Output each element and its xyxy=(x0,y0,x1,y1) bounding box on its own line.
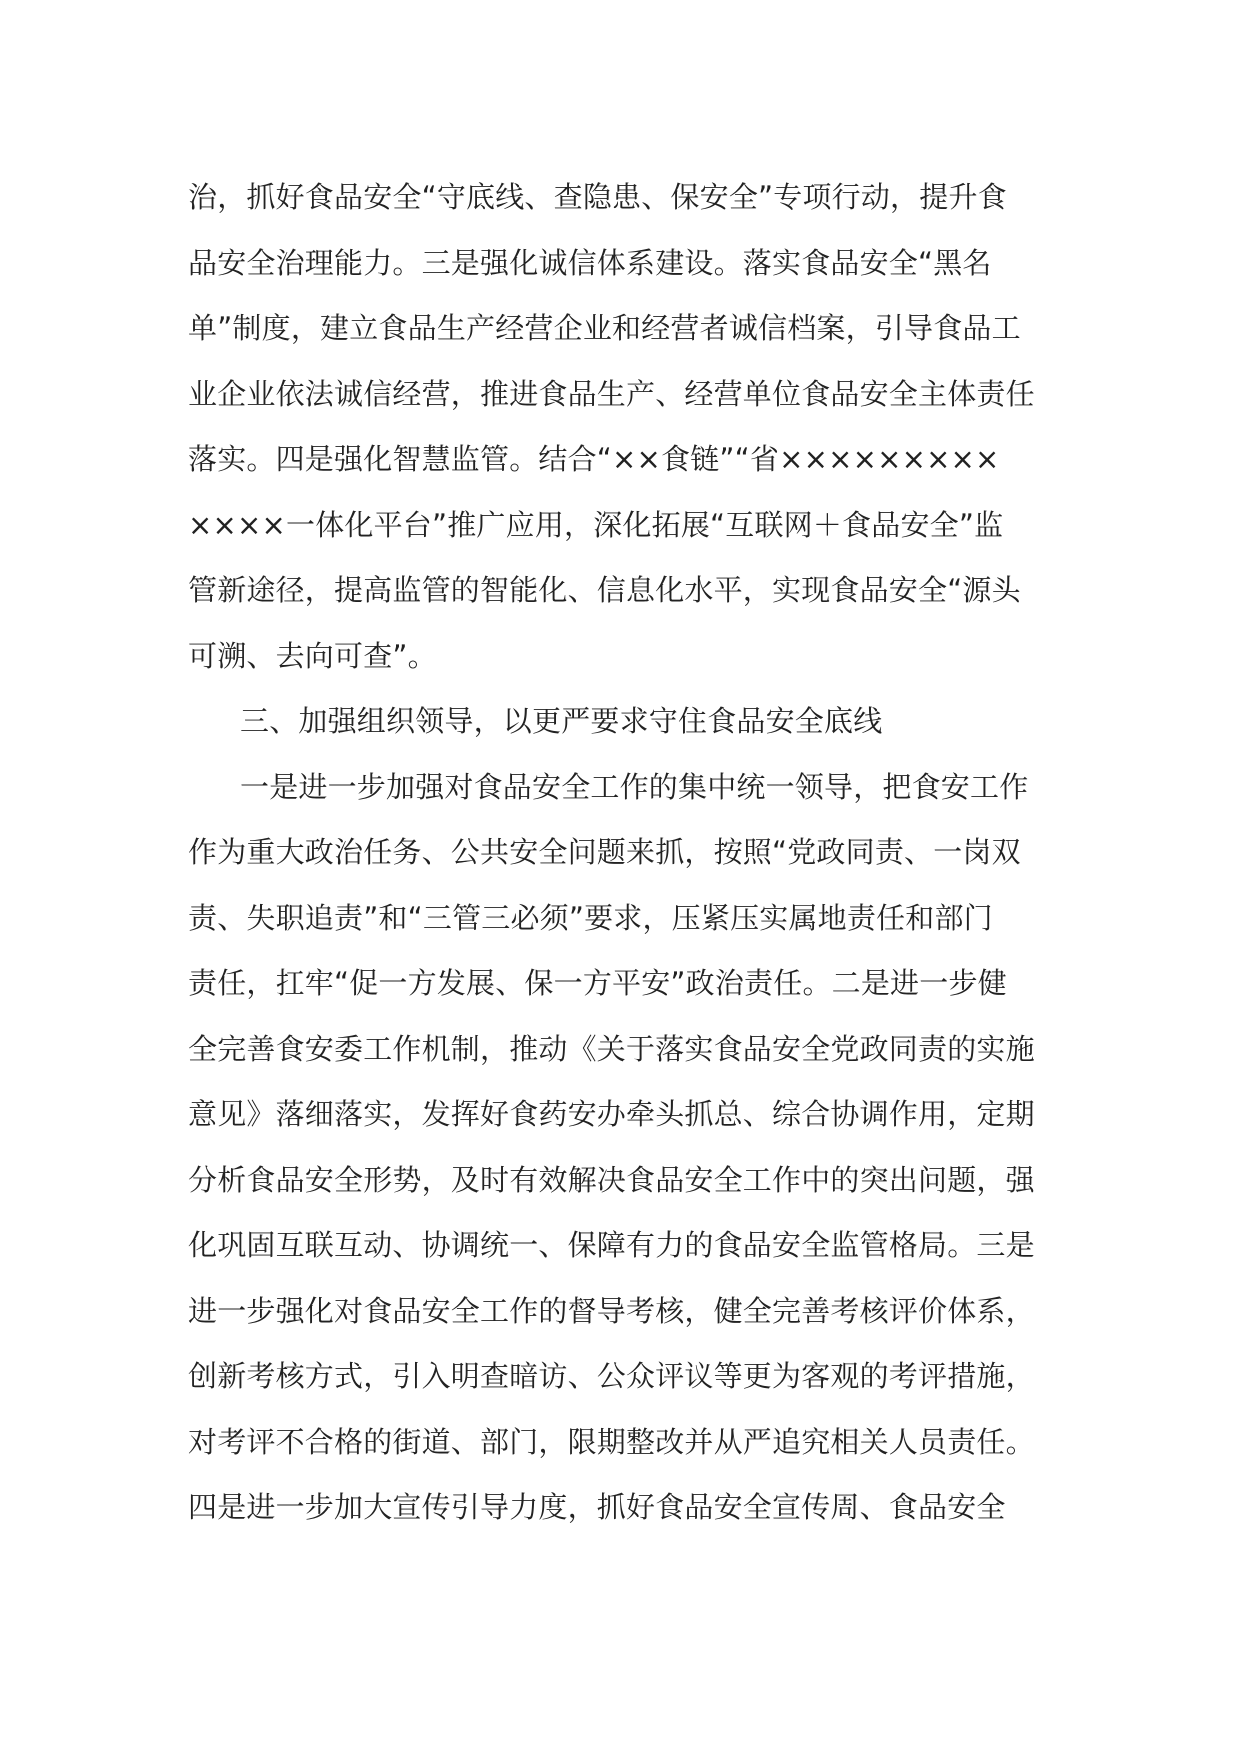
text-line: 落实。四是强化智慧监管。结合“××食链”“省××××××××× xyxy=(188,442,1000,476)
text-line: 作为重大政治任务、公共安全问题来抓，按照“党政同责、一岗双 xyxy=(188,835,1021,869)
text-line: 可溯、去向可查”。 xyxy=(188,638,437,673)
text-line: 责、失职追责”和“三管三必须”要求，压紧压实属地责任和部门 xyxy=(188,900,993,935)
text-line: 一是进一步加强对食品安全工作的集中统一领导，把食安工作 xyxy=(240,769,1029,804)
text-line: 业企业依法诚信经营，推进食品生产、经营单位食品安全主体责任 xyxy=(188,376,1035,411)
text-line: 进一步强化对食品安全工作的督导考核，健全完善考核评价体系， xyxy=(188,1293,1035,1328)
text-line: 管新途径，提高监管的智能化、信息化水平，实现食品安全“源头 xyxy=(188,573,1021,607)
text-line: 四是进一步加大宣传引导力度，抓好食品安全宣传周、食品安全 xyxy=(188,1490,1006,1524)
text-line: 全完善食安委工作机制，推动《关于落实食品安全党政同责的实施 xyxy=(188,1031,1035,1066)
text-line: 责任，扛牢“促一方发展、保一方平安”政治责任。二是进一步健 xyxy=(188,966,1007,1000)
text-line: 化巩固互联互动、协调统一、保障有力的食品安全监管格局。三是 xyxy=(188,1228,1035,1262)
text-line: 品安全治理能力。三是强化诚信体系建设。落实食品安全“黑名 xyxy=(188,245,992,280)
text-line: 三、加强组织领导，以更严要求守住食品安全底线 xyxy=(240,704,883,738)
text-line: 治，抓好食品安全“守底线、查隐患、保安全”专项行动，提升食 xyxy=(188,180,1007,214)
text-line: 分析食品安全形势，及时有效解决食品安全工作中的突出问题，强 xyxy=(188,1162,1035,1197)
text-line: 对考评不合格的街道、部门，限期整改并从严追究相关人员责任。 xyxy=(188,1424,1035,1459)
document-body xyxy=(188,165,1068,1541)
text-line: ××××一体化平台”推广应用，深化拓展“互联网＋食品安全”监 xyxy=(188,507,1004,542)
text-line: 创新考核方式，引入明查暗访、公众评议等更为客观的考评措施， xyxy=(188,1359,1035,1393)
text-line: 单”制度，建立食品生产经营企业和经营者诚信档案，引导食品工 xyxy=(188,311,1021,345)
text-line: 意见》落细落实，发挥好食药安办牵头抓总、综合协调作用，定期 xyxy=(188,1097,1035,1131)
